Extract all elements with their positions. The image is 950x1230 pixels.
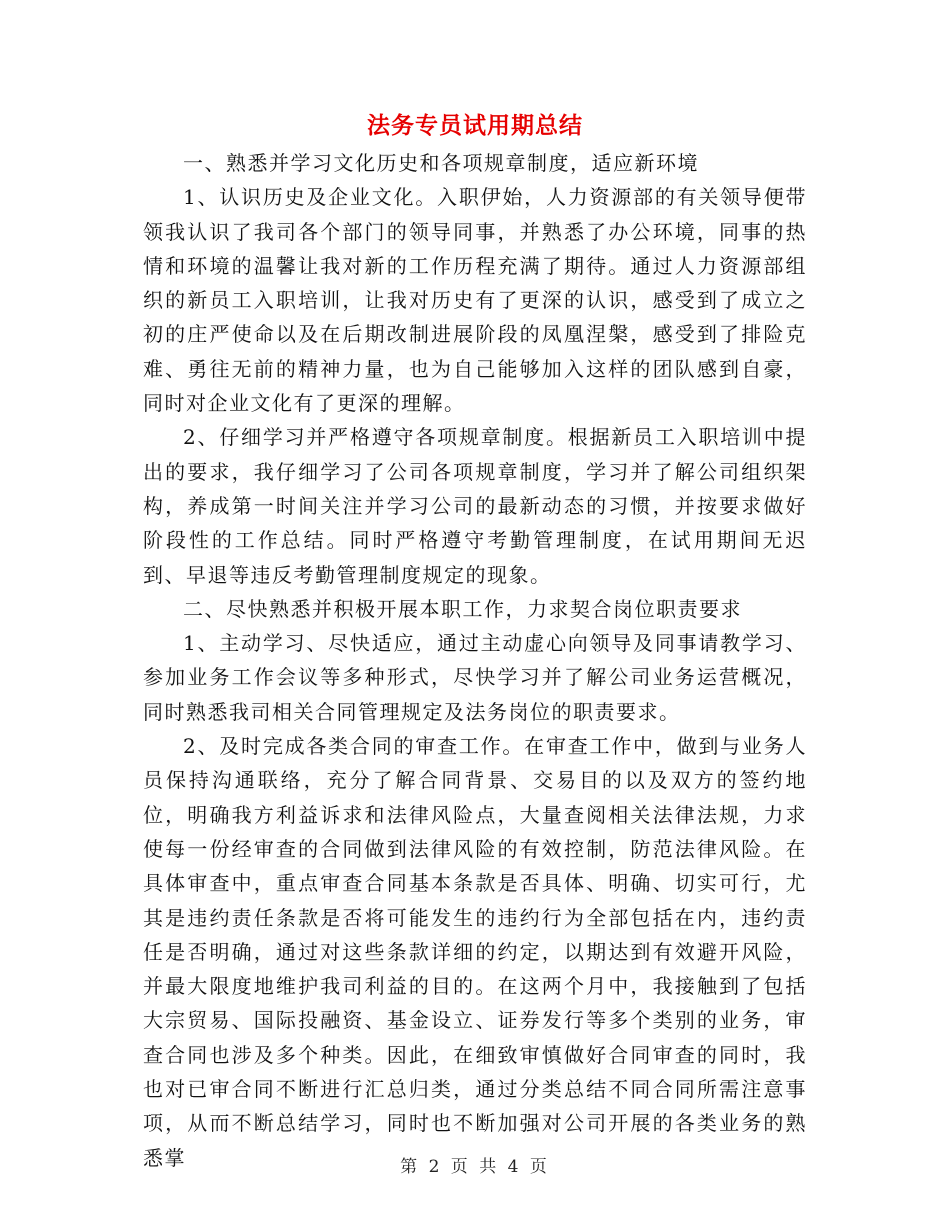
document-body: [143, 146, 807, 1175]
document-title: 法务专员试用期总结: [367, 112, 583, 139]
body-paragraph: 1、认识历史及企业文化。入职伊始，人力资源部的有关领导便带领我认识了我司各个部门的领导同事，并熟悉了办公环境，同事的热情和环境的温馨让我对新的工作历程充满了期待。通过人力资源部组织的新员工入职培训，让我对历史有了更深的认识，感受到了成立之初的庄严使命以及在后期改制进展阶段的凤凰涅槃，感受到了排险克难、勇往无前的精神力量，也为自己能够加入这样的团队感到自豪，同时对企业文化有了更深的理解。: [143, 185, 807, 416]
page-number-footer: 第 2 页 共 4 页: [400, 1157, 550, 1177]
body-paragraph: 1、主动学习、尽快适应，通过主动虚心向领导及同事请教学习、参加业务工作会议等多种形式，尽快学习并了解公司业务运营概况，同时熟悉我司相关合同管理规定及法务岗位的职责要求。: [143, 631, 807, 724]
section-heading-2: 二、尽快熟悉并积极开展本职工作，力求契合岗位职责要求: [183, 596, 742, 621]
body-paragraph: 2、仔细学习并严格遵守各项规章制度。根据新员工入职培训中提出的要求，我仔细学习了公司各项规章制度，学习并了解公司组织架构，养成第一时间关注并学习公司的最新动态的习惯，并按要求做好阶段性的工作总结。同时严格遵守考勤管理制度，在试用期间无迟到、早退等违反考勤管理制度规定的现象。: [143, 425, 807, 587]
section-heading-1: 一、熟悉并学习文化历史和各项规章制度，适应新环境: [183, 151, 699, 175]
body-paragraph: 2、及时完成各类合同的审查工作。在审查工作中，做到与业务人员保持沟通联络，充分了解合同背景、交易目的以及双方的签约地位，明确我方利益诉求和法律风险点，大量查阅相关法律法规，力求使每一份经审查的合同做到法律风险的有效控制，防范法律风险。在具体审查中，重点审查合同基本条款是否具体、明确、切实可行，尤其是违约责任条款是否将可能发生的违约行为全部包括在内，违约责任是否明确，通过对这些条款详细的约定，以期达到有效避开风险，并最大限度地维护我司利益的目的。在这两个月中，我接触到了包括大宗贸易、国际投融资、基金设立、证券发行等多个类别的业务，审查合同也涉及多个种类。因此，在细致审慎做好合同审查的同时，我也对已审合同不断进行汇总归类，通过分类总结不同合同所需注意事项，从而不断总结学习，同时也不断加强对公司开展的各类业务的熟悉掌: [143, 734, 807, 1170]
